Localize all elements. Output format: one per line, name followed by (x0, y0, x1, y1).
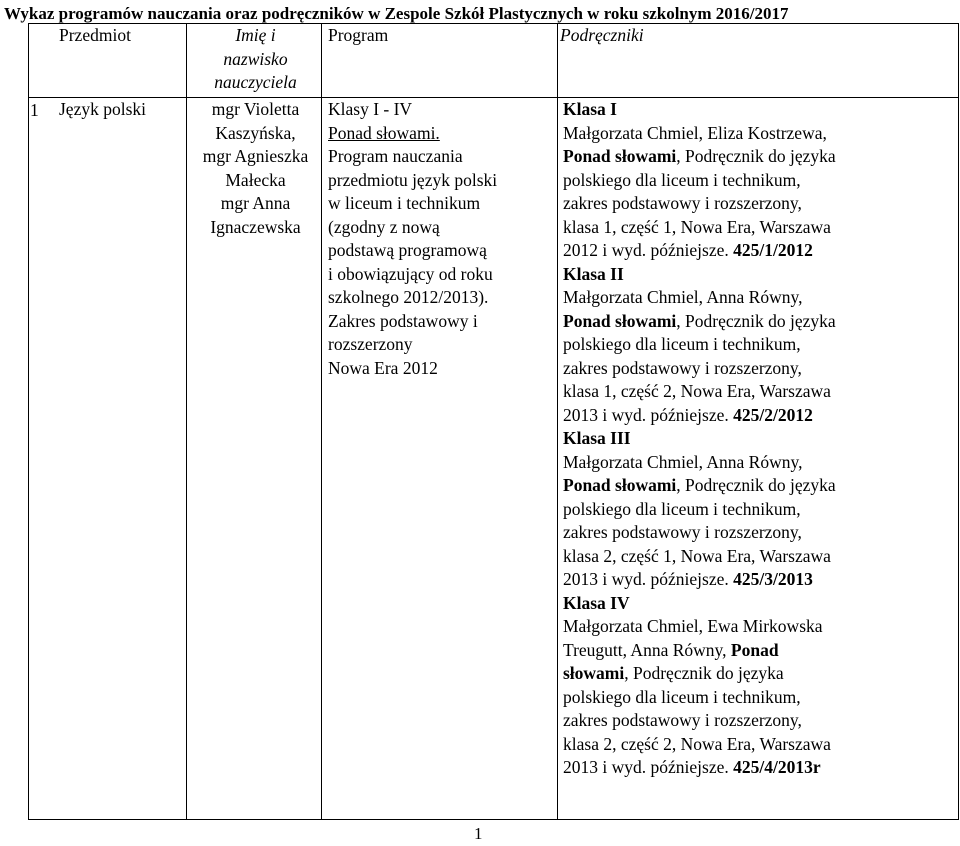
header-books: Podręczniki (558, 24, 959, 98)
program-cell: Klasy I - IV Ponad słowami. Program nauczania przedmiotu język polski w liceum i technikum (zgodny z nową podstawą programową i obowiązujący od roku szkolnego 2012/2013). Zakres podstawowy i rozszerzony Nowa Era 2012 (322, 98, 558, 820)
subject-cell: Język polski (29, 98, 187, 820)
program-classes: Klasy I - IV (328, 99, 413, 119)
book-entry-klasa-1: Klasa I Małgorzata Chmiel, Eliza Kostrzewa, Ponad słowami, Podręcznik do języka polskiego dla liceum i technikum, zakres podstawowy i rozszerzony, klasa 1, część 1, Nowa Era, Warszawa 2012 i wyd. późniejsze. 425/1/2012 (563, 99, 836, 260)
table-header-row (29, 24, 959, 98)
book-entry-klasa-3: Klasa III Małgorzata Chmiel, Anna Równy, Ponad słowami, Podręcznik do języka polskiego dla liceum i technikum, zakres podstawowy i rozszerzony, klasa 2, część 1, Nowa Era, Warszawa 2013 i wyd. późniejsze. 425/3/2013 (563, 428, 836, 589)
curriculum-table (28, 23, 959, 820)
program-title: Ponad słowami. (328, 122, 440, 143)
table-row (29, 98, 959, 820)
document-title: Wykaz programów nauczania oraz podręczników w Zespole Szkół Plastycznych w roku szkolnym 2016/2017 (4, 4, 789, 23)
book-entry-klasa-4: Klasa IV Małgorzata Chmiel, Ewa Mirkowska Treugutt, Anna Równy, Ponad słowami, Podręcznik do języka polskiego dla liceum i technikum, zakres podstawowy i rozszerzony, klasa 2, część 2, Nowa Era, Warszawa 2013 i wyd. późniejsze. 425/4/2013r (563, 592, 831, 777)
row-number: 1 (30, 100, 39, 120)
header-teacher: Imię i nazwisko nauczyciela (187, 24, 322, 98)
header-program: Program (322, 24, 558, 98)
book-entry-klasa-2: Klasa II Małgorzata Chmiel, Anna Równy, Ponad słowami, Podręcznik do języka polskiego dla liceum i technikum, zakres podstawowy i rozszerzony, klasa 1, część 2, Nowa Era, Warszawa 2013 i wyd. późniejsze. 425/2/2012 (563, 263, 836, 425)
header-subject: Przedmiot (29, 24, 187, 98)
books-cell (558, 98, 959, 820)
teachers-cell: mgr Violetta Kaszyńska, mgr Agnieszka Małecka mgr Anna Ignaczewska (187, 98, 322, 820)
page-number: 1 (474, 824, 483, 843)
